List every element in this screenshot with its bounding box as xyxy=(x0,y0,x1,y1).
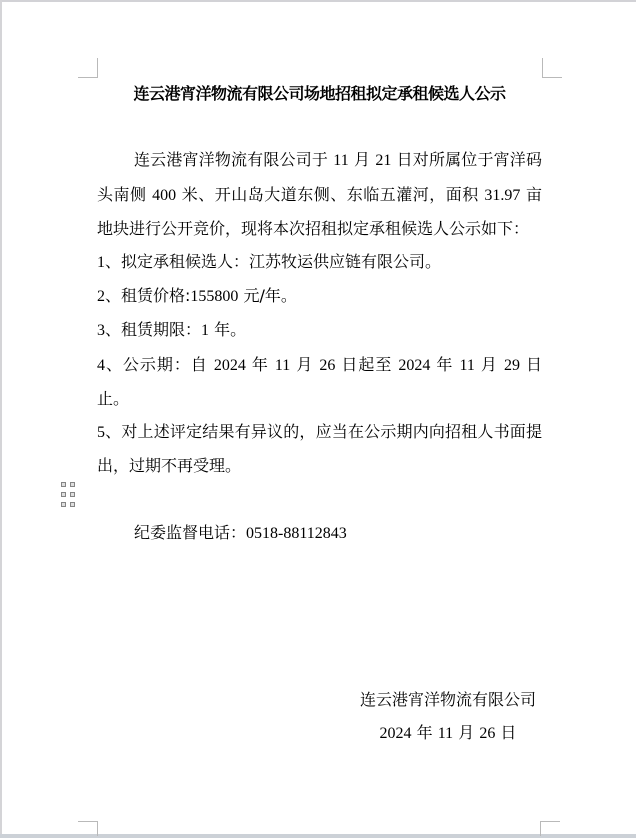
list-item-rent-price: 2、租赁价格:155800 元/年。 xyxy=(97,286,297,306)
text-boundary-mark-bottom-right xyxy=(540,821,560,836)
blank-line xyxy=(97,482,542,515)
text-boundary-mark-bottom-left xyxy=(78,821,98,836)
signature-company: 连云港宵洋物流有限公司 xyxy=(359,689,536,709)
page-edge-left xyxy=(0,0,2,838)
text-boundary-mark-top-right xyxy=(542,58,562,78)
text-boundary-mark-top-left xyxy=(78,58,98,78)
signature-block xyxy=(360,683,536,750)
list-item-candidate: 1、拟定承租候选人：江苏牧运供应链有限公司。 xyxy=(97,252,442,271)
list-item-lease-term: 3、租赁期限：1 年。 xyxy=(97,320,247,340)
list-item-objection: 5、对上述评定结果有异议的，应当在公示期内向招租人书面提出，过期不再受理。 xyxy=(97,422,542,476)
document-title: 连云港宵洋物流有限公司场地招租拟定承租候选人公示 xyxy=(133,84,506,103)
drag-handle-icon[interactable] xyxy=(61,482,75,507)
blank-lines xyxy=(97,550,542,683)
document-body xyxy=(97,77,542,750)
list-item-publicity-period: 4、公示期：自 2024 年 11 月 26 日起至 2024 年 11 月 29 日止。 xyxy=(97,354,542,408)
blank-line xyxy=(97,110,542,143)
intro-paragraph: 连云港宵洋物流有限公司于 11 月 21 日对所属位于宵洋码头南侧 400 米、开山岛大道东侧、东临五灌河，面积 31.97 亩地块进行公开竞价，现将本次招租拟定承租候选人公示如下： xyxy=(97,150,542,238)
signature-date: 2024 年 11 月 26 日 xyxy=(379,722,517,742)
supervision-phone-line: 纪委监督电话：0518-88112843 xyxy=(134,522,347,542)
page-edge-top xyxy=(0,0,636,2)
